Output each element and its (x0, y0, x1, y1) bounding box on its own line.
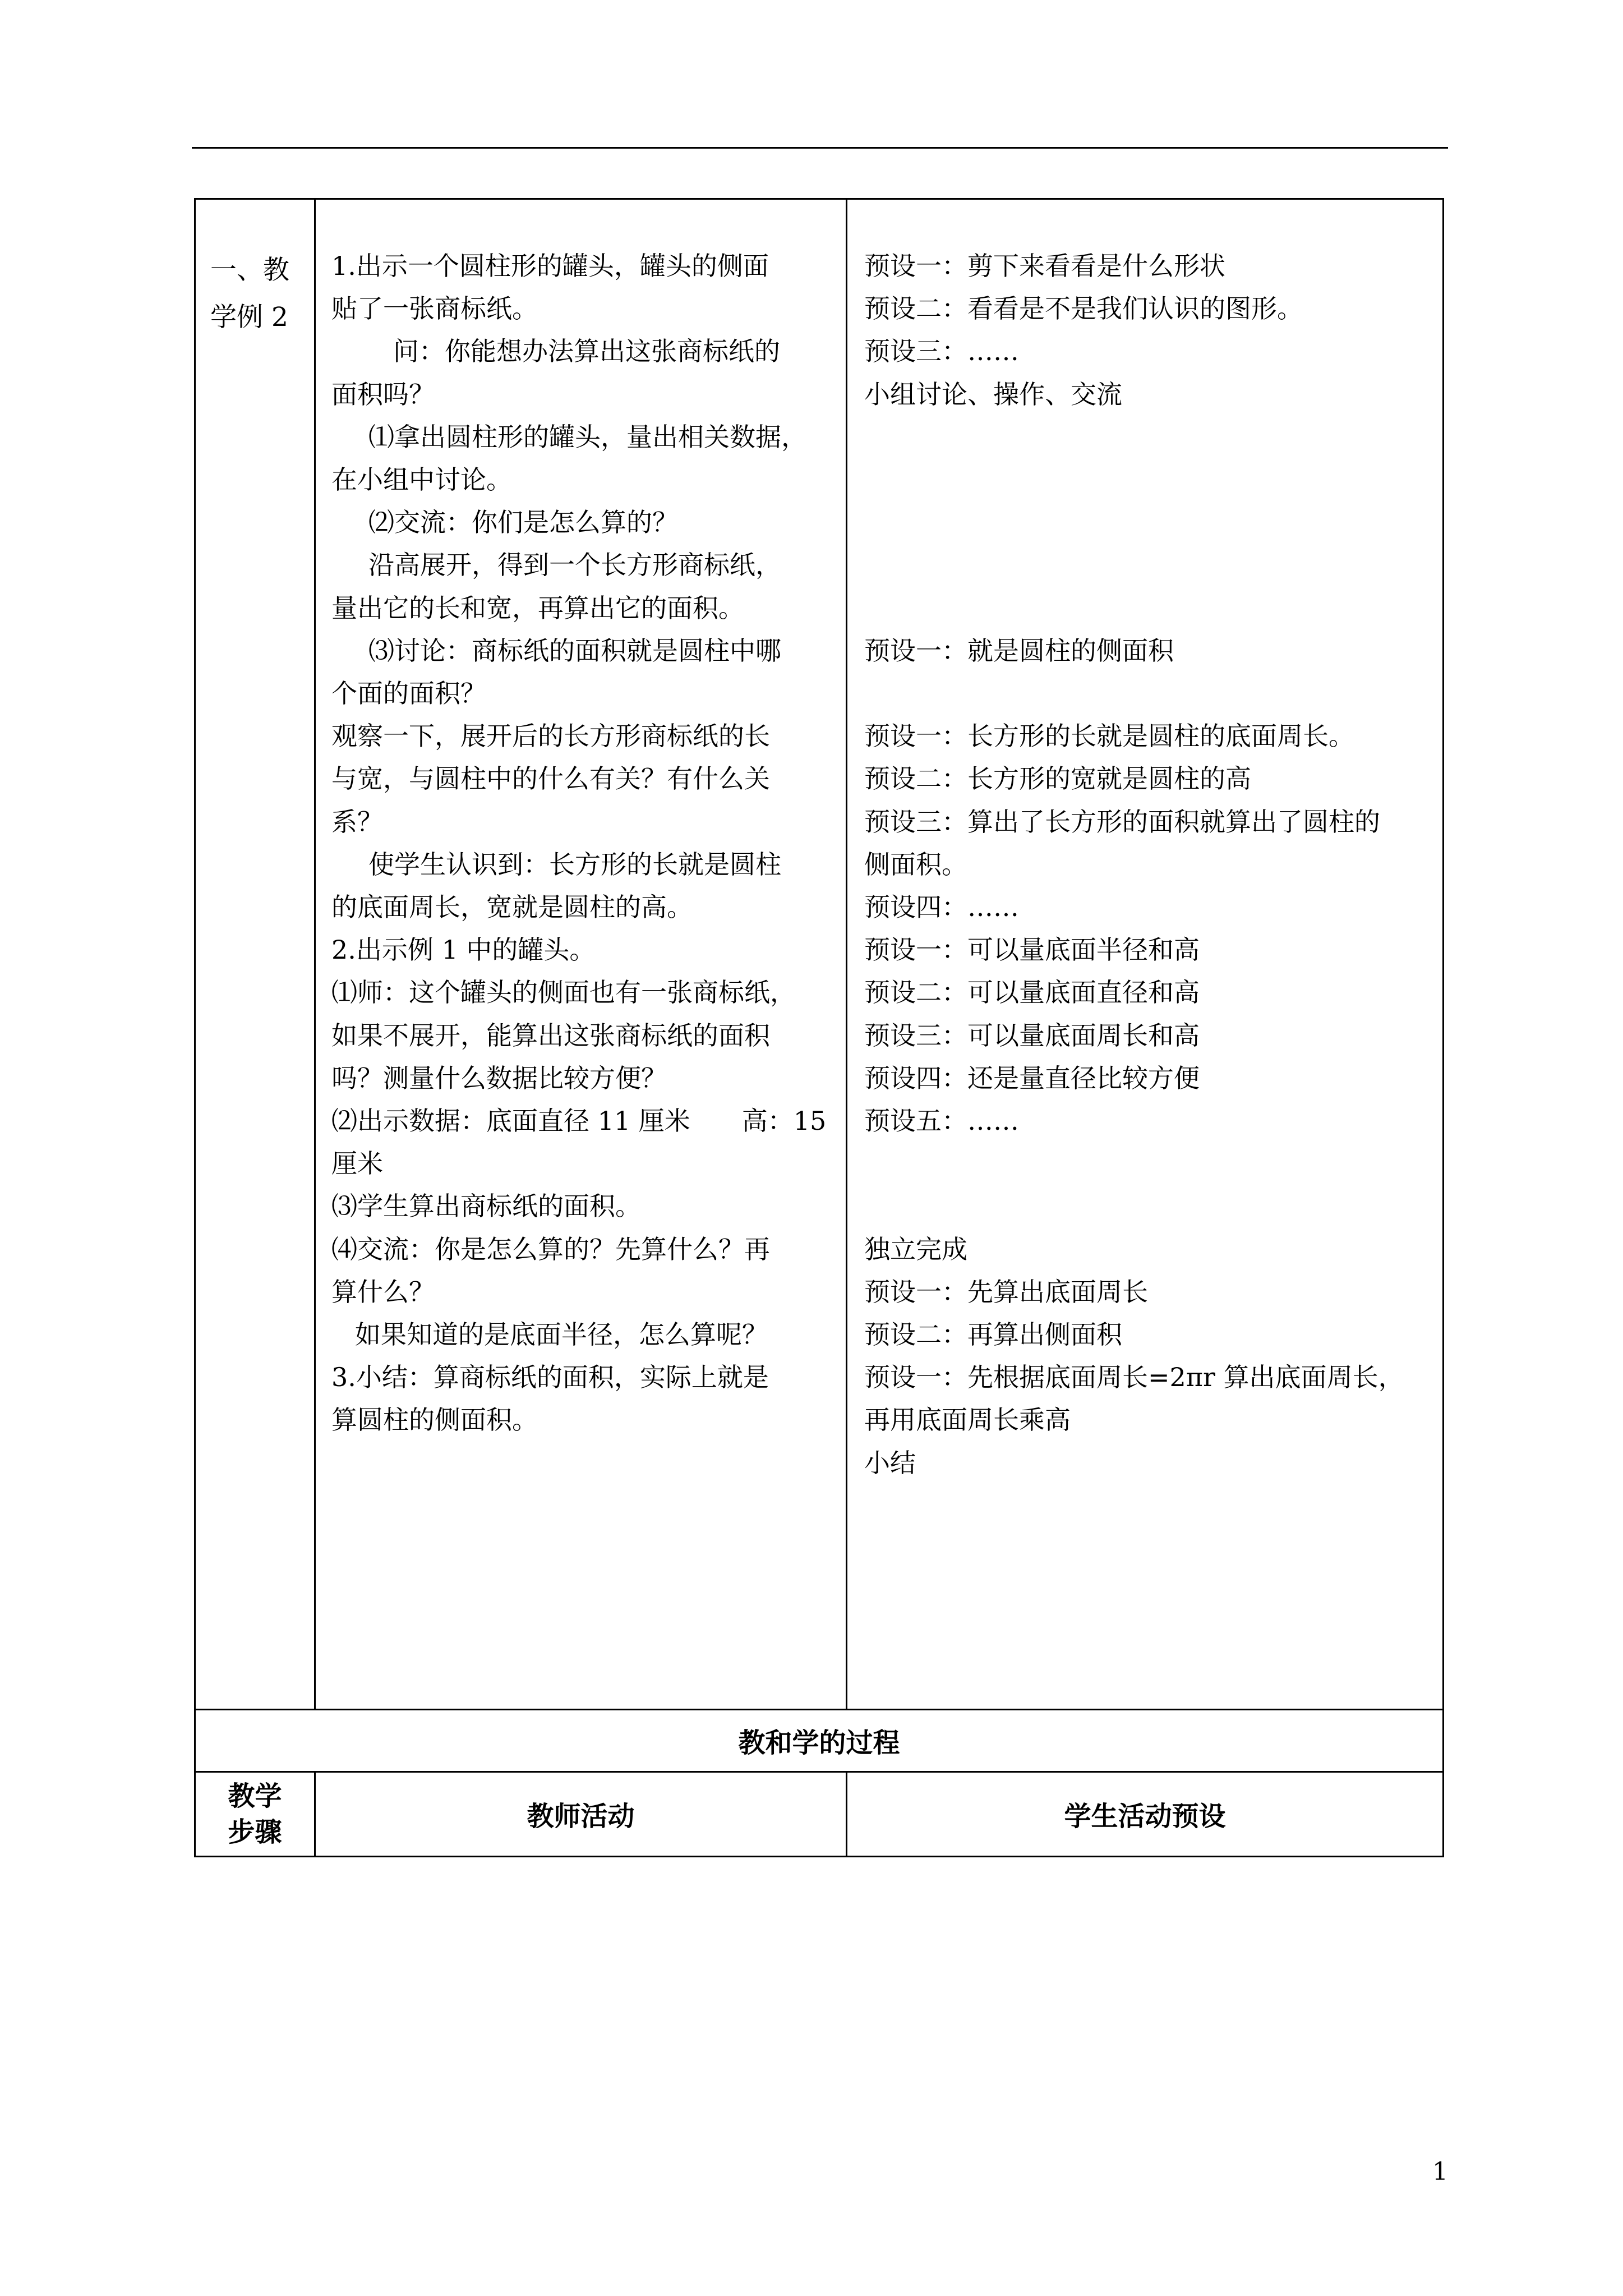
student-line: 预设二：可以量底面直径和高 (864, 977, 1200, 1008)
teacher-line: 如果知道的是底面半径，怎么算呢？ (355, 1319, 768, 1350)
teacher-line: ⑶学生算出商标纸的面积。 (331, 1191, 641, 1222)
student-line: 预设四：…… (864, 891, 1019, 922)
student-line: 预设三：算出了长方形的面积就算出了圆柱的 (864, 806, 1380, 837)
teacher-line: 与宽，与圆柱中的什么有关？有什么关 (331, 763, 770, 794)
step-line: 一、教 (210, 255, 289, 286)
teacher-line: 3.小结：算商标纸的面积，实际上就是 (331, 1362, 769, 1393)
teacher-line: 1.出示一个圆柱形的罐头，罐头的侧面 (331, 251, 769, 281)
header-teacher: 教师活动 (315, 1772, 847, 1856)
student-line: 预设一：就是圆柱的侧面积 (864, 635, 1174, 666)
teacher-line: 系？ (331, 806, 383, 837)
teacher-line: 算什么？ (331, 1276, 435, 1307)
step-line: 学例 2 (210, 302, 288, 333)
column-header-row (195, 1772, 1444, 1856)
teacher-line: 的底面周长，宽就是圆柱的高。 (331, 892, 693, 923)
student-line: 预设三：可以量底面周长和高 (864, 1020, 1200, 1051)
teacher-line: 沿高展开，得到一个长方形商标纸， (368, 550, 781, 581)
teacher-line: 问：你能想办法算出这张商标纸的 (393, 336, 780, 367)
student-line: 预设二：看看是不是我们认识的图形。 (864, 293, 1303, 324)
page-number: 1 (1432, 2157, 1448, 2186)
header-step (195, 1772, 315, 1856)
student-line: 预设二：长方形的宽就是圆柱的高 (864, 763, 1251, 794)
content-row (195, 199, 1444, 1710)
teacher-line: 面积吗？ (331, 379, 435, 409)
step-cell (195, 199, 315, 1710)
header-rule (192, 147, 1448, 149)
teacher-line: ⑵交流：你们是怎么算的？ (368, 507, 678, 538)
student-line: 预设一：剪下来看看是什么形状 (864, 251, 1225, 281)
teacher-line: 贴了一张商标纸。 (331, 293, 538, 324)
header-step-line: 步骤 (228, 1816, 282, 1848)
teacher-activity-cell (315, 199, 847, 1710)
student-line: 小结 (864, 1447, 916, 1478)
student-line: 独立完成 (864, 1234, 967, 1264)
student-line: 预设三：…… (864, 336, 1019, 367)
student-line: 预设四：还是量直径比较方便 (864, 1062, 1200, 1093)
teacher-line: ⑴拿出圆柱形的罐头，量出相关数据， (368, 421, 807, 452)
teacher-line: ⑴师：这个罐头的侧面也有一张商标纸， (331, 977, 796, 1008)
teacher-line: 观察一下，展开后的长方形商标纸的长 (331, 721, 770, 752)
student-line: 小组讨论、操作、交流 (864, 379, 1122, 409)
student-line: 预设一：先根据底面周长=2πr 算出底面周长， (864, 1362, 1404, 1393)
student-activity-cell (847, 199, 1444, 1710)
teacher-line: 算圆柱的侧面积。 (331, 1405, 538, 1435)
student-line: 预设一：先算出底面周长 (864, 1276, 1148, 1307)
header-step-line: 教学 (228, 1780, 282, 1812)
section-title-row (195, 1709, 1444, 1772)
teacher-line: 厘米 (331, 1148, 383, 1179)
teacher-line: ⑵出示数据：底面直径 11 厘米 高：15 (331, 1106, 827, 1137)
lesson-plan-table (194, 198, 1444, 1857)
section-title: 教和学的过程 (195, 1709, 1444, 1772)
teacher-line: 在小组中讨论。 (331, 464, 512, 495)
teacher-line: ⑷交流：你是怎么算的？先算什么？再 (331, 1234, 770, 1264)
student-line: 预设一：长方形的长就是圆柱的底面周长。 (864, 721, 1354, 752)
student-line: 预设二：再算出侧面积 (864, 1319, 1122, 1350)
student-line: 预设一：可以量底面半径和高 (864, 935, 1200, 965)
teacher-line: 2.出示例 1 中的罐头。 (331, 935, 596, 965)
teacher-line: ⑶讨论：商标纸的面积就是圆柱中哪 (368, 635, 781, 666)
header-student: 学生活动预设 (847, 1772, 1444, 1856)
student-line: 预设五：…… (864, 1105, 1019, 1136)
student-line: 再用底面周长乘高 (864, 1405, 1071, 1435)
teacher-line: 个面的面积？ (331, 678, 486, 709)
student-line: 侧面积。 (864, 849, 967, 880)
teacher-line: 量出它的长和宽，再算出它的面积。 (331, 592, 744, 623)
teacher-line: 吗？测量什么数据比较方便？ (331, 1062, 667, 1093)
teacher-line: 使学生认识到：长方形的长就是圆柱 (368, 849, 781, 880)
teacher-line: 如果不展开，能算出这张商标纸的面积 (331, 1020, 770, 1051)
